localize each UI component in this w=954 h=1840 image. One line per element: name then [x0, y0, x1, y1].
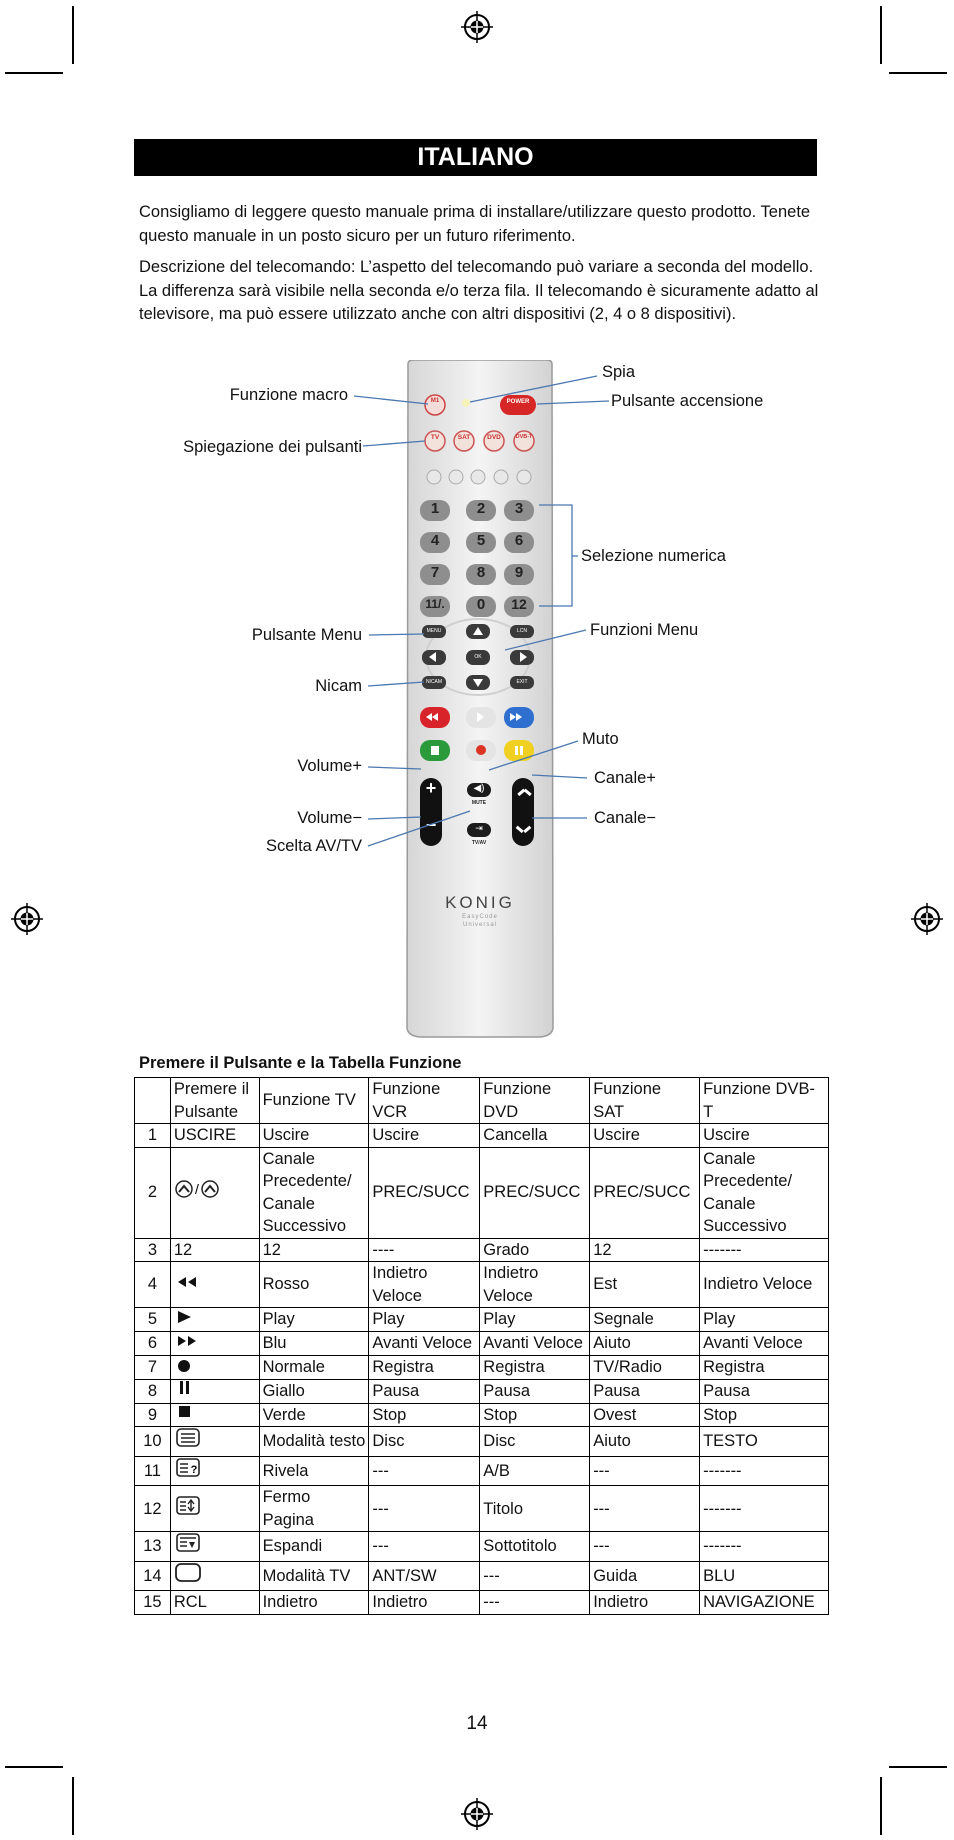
- callout-pulsante-menu: Pulsante Menu: [251, 626, 362, 644]
- sat-function-cell: Indietro: [590, 1591, 700, 1615]
- table-row: [135, 1403, 829, 1427]
- vcr-function-cell: ---: [369, 1532, 480, 1562]
- vcr-function-cell: Avanti Veloce: [369, 1331, 480, 1355]
- dvbt-function-cell: Play: [700, 1308, 829, 1332]
- button-cell: [170, 1147, 259, 1238]
- table-row: [135, 1147, 829, 1238]
- tv-function-cell: Canale Precedente/ Canale Successivo: [259, 1147, 369, 1238]
- button-cell: 12: [170, 1238, 259, 1262]
- dvbt-function-cell: Canale Precedente/ Canale Successivo: [700, 1147, 829, 1238]
- dvbt-function-cell: Indietro Veloce: [700, 1262, 829, 1308]
- tv-function-cell: Rosso: [259, 1262, 369, 1308]
- power-button-label: POWER: [506, 399, 530, 405]
- table-row: [135, 1427, 829, 1457]
- table-row: [135, 1456, 829, 1486]
- vcr-function-cell: Uscire: [369, 1124, 480, 1148]
- fast-forward-icon: [174, 1332, 200, 1355]
- row-number-cell: 11: [135, 1456, 171, 1486]
- sat-function-cell: Pausa: [590, 1379, 700, 1403]
- dvd-function-cell: Grado: [480, 1238, 590, 1262]
- dvbt-function-cell: TESTO: [700, 1427, 829, 1457]
- tv-function-cell: Verde: [259, 1403, 369, 1427]
- sat-function-cell: ---: [590, 1486, 700, 1532]
- dvd-function-cell: A/B: [480, 1456, 590, 1486]
- callout-nicam: Nicam: [315, 677, 362, 695]
- row-number-cell: 2: [135, 1147, 171, 1238]
- teletext-reveal-icon: [174, 1457, 202, 1486]
- tv-function-cell: Espandi: [259, 1532, 369, 1562]
- button-cell: [170, 1456, 259, 1486]
- vcr-function-cell: ----: [369, 1238, 480, 1262]
- tv-function-cell: Normale: [259, 1355, 369, 1379]
- dvbt-button-label: DVB-T: [515, 434, 533, 440]
- menu-button-label: MENU: [426, 628, 442, 634]
- button-cell: [170, 1532, 259, 1562]
- svg-text:?: ?: [190, 1463, 198, 1476]
- digit-5-label: 5: [476, 532, 486, 549]
- vcr-function-cell: Stop: [369, 1403, 480, 1427]
- sat-function-cell: Segnale: [590, 1308, 700, 1332]
- button-cell: [170, 1308, 259, 1332]
- table-header-cell: Premere il Pulsante: [170, 1078, 259, 1124]
- row-number-cell: 9: [135, 1403, 171, 1427]
- sat-function-cell: Uscire: [590, 1124, 700, 1148]
- intro-paragraph: Consigliamo di leggere questo manuale prima di installare/utilizzare questo prodotto. Tenete questo manuale in un posto sicuro per un futuro riferimento.: [139, 203, 811, 245]
- button-cell: [170, 1379, 259, 1403]
- page-number: 14: [466, 1713, 488, 1734]
- dvd-function-cell: Avanti Veloce: [480, 1331, 590, 1355]
- button-cell: [170, 1331, 259, 1355]
- callout-volume-minus: Volume−: [297, 809, 362, 827]
- vcr-function-cell: Disc: [369, 1427, 480, 1457]
- brand-subtitle: EasyCode: [462, 914, 498, 920]
- teletext-expand-icon: [174, 1532, 202, 1561]
- digit-1-label: 1: [430, 500, 440, 517]
- sat-function-cell: ---: [590, 1456, 700, 1486]
- crop-mark: [5, 1766, 63, 1768]
- table-row: [135, 1124, 829, 1148]
- volume-minus-label: −: [425, 815, 437, 835]
- row-number-cell: 3: [135, 1238, 171, 1262]
- tv-function-cell: Uscire: [259, 1124, 369, 1148]
- tv-function-cell: Fermo Pagina: [259, 1486, 369, 1532]
- button-cell: RCL: [170, 1591, 259, 1615]
- m1-button-label: M1: [430, 398, 440, 404]
- row-number-cell: 14: [135, 1561, 171, 1591]
- tvav-icon: ⇥: [475, 823, 483, 833]
- button-cell: [170, 1262, 259, 1308]
- dvd-function-cell: Cancella: [480, 1124, 590, 1148]
- vcr-function-cell: ---: [369, 1456, 480, 1486]
- tv-function-cell: Modalità testo: [259, 1427, 369, 1457]
- row-number-cell: 7: [135, 1355, 171, 1379]
- row-number-cell: 4: [135, 1262, 171, 1308]
- tv-function-cell: Rivela: [259, 1456, 369, 1486]
- dvbt-function-cell: Uscire: [700, 1124, 829, 1148]
- table-body: [135, 1124, 829, 1615]
- sat-function-cell: TV/Radio: [590, 1355, 700, 1379]
- table-row: [135, 1591, 829, 1615]
- dvd-function-cell: Pausa: [480, 1379, 590, 1403]
- page-title: ITALIANO: [134, 139, 817, 176]
- tvav-button-label: TV/AV: [471, 840, 487, 846]
- table-header-cell: Funzione SAT: [590, 1078, 700, 1124]
- vcr-function-cell: Pausa: [369, 1379, 480, 1403]
- table-row: [135, 1308, 829, 1332]
- dvd-function-cell: Stop: [480, 1403, 590, 1427]
- table-row: [135, 1262, 829, 1308]
- callout-funzione-macro: Funzione macro: [229, 386, 348, 404]
- digit-3-label: 3: [514, 500, 524, 517]
- row-number-cell: 12: [135, 1486, 171, 1532]
- button-cell: [170, 1427, 259, 1457]
- digit-12-label: 12: [511, 596, 527, 612]
- dvd-button-label: DVD: [487, 434, 501, 441]
- table-header-cell: [135, 1078, 171, 1124]
- digit-8-label: 8: [476, 564, 486, 581]
- vcr-function-cell: Play: [369, 1308, 480, 1332]
- button-cell: [170, 1355, 259, 1379]
- callout-muto: Muto: [582, 730, 619, 748]
- callout-pulsante-accensione: Pulsante accensione: [611, 392, 764, 410]
- digit-2-label: 2: [476, 500, 486, 517]
- table-row: [135, 1331, 829, 1355]
- tv-function-cell: 12: [259, 1238, 369, 1262]
- vcr-function-cell: PREC/SUCC: [369, 1147, 480, 1238]
- digit-4-label: 4: [430, 532, 440, 549]
- sat-function-cell: 12: [590, 1238, 700, 1262]
- callout-canale-minus: Canale−: [594, 809, 656, 827]
- callout-canale-plus: Canale+: [594, 769, 656, 787]
- vcr-function-cell: Indietro Veloce: [369, 1262, 480, 1308]
- tv-function-cell: Blu: [259, 1331, 369, 1355]
- button-cell: [170, 1486, 259, 1532]
- digit-6-label: 6: [514, 532, 524, 549]
- tv-button-label: TV: [430, 434, 440, 441]
- exit-button-label: EXIT: [516, 679, 528, 685]
- row-number-cell: 15: [135, 1591, 171, 1615]
- dvd-function-cell: Sottotitolo: [480, 1532, 590, 1562]
- dvd-function-cell: Registra: [480, 1355, 590, 1379]
- record-icon: [174, 1356, 194, 1379]
- dvbt-function-cell: BLU: [700, 1561, 829, 1591]
- sat-function-cell: Guida: [590, 1561, 700, 1591]
- ok-button-label: OK: [474, 654, 482, 660]
- tv-function-cell: Giallo: [259, 1379, 369, 1403]
- vcr-function-cell: Registra: [369, 1355, 480, 1379]
- dvd-function-cell: ---: [480, 1591, 590, 1615]
- teletext-hold-icon: [174, 1495, 202, 1524]
- table-row: [135, 1486, 829, 1532]
- dvd-function-cell: ---: [480, 1561, 590, 1591]
- crop-mark: [72, 1777, 74, 1835]
- row-number-cell: 5: [135, 1308, 171, 1332]
- dvd-function-cell: Disc: [480, 1427, 590, 1457]
- dvbt-function-cell: Pausa: [700, 1379, 829, 1403]
- sat-function-cell: Ovest: [590, 1403, 700, 1427]
- brand-subtitle: Universal: [462, 922, 497, 928]
- dvd-function-cell: Indietro Veloce: [480, 1262, 590, 1308]
- dvbt-function-cell: Registra: [700, 1355, 829, 1379]
- dvd-function-cell: PREC/SUCC: [480, 1147, 590, 1238]
- table-row: [135, 1238, 829, 1262]
- callout-spia: Spia: [602, 363, 636, 381]
- table-header-cell: Funzione DVB-T: [700, 1078, 829, 1124]
- callout-selezione-numerica: Selezione numerica: [581, 547, 726, 565]
- dvd-function-cell: Play: [480, 1308, 590, 1332]
- button-cell: [170, 1403, 259, 1427]
- button-cell: USCIRE: [170, 1124, 259, 1148]
- table-header-cell: Funzione DVD: [480, 1078, 590, 1124]
- sat-function-cell: Aiuto: [590, 1427, 700, 1457]
- vcr-function-cell: ---: [369, 1486, 480, 1532]
- lcn-button-label: LCN: [516, 628, 527, 634]
- digit-0-label: 0: [476, 596, 486, 613]
- tv-function-cell: Indietro: [259, 1591, 369, 1615]
- table-header-cell: Funzione VCR: [369, 1078, 480, 1124]
- row-number-cell: 1: [135, 1124, 171, 1148]
- dvd-function-cell: Titolo: [480, 1486, 590, 1532]
- sat-function-cell: Aiuto: [590, 1331, 700, 1355]
- sat-function-cell: Est: [590, 1262, 700, 1308]
- stop-icon: [174, 1404, 194, 1427]
- table-caption: Premere il Pulsante e la Tabella Funzione: [139, 1054, 462, 1072]
- row-number-cell: 10: [135, 1427, 171, 1457]
- vcr-function-cell: Indietro: [369, 1591, 480, 1615]
- sat-button-label: SAT: [457, 434, 471, 441]
- dvbt-function-cell: -------: [700, 1456, 829, 1486]
- channel-up-down-icon: [174, 1179, 220, 1206]
- nicam-button-label: NICAM: [425, 679, 443, 685]
- callout-volume-plus: Volume+: [297, 757, 362, 775]
- sat-function-cell: PREC/SUCC: [590, 1147, 700, 1238]
- registration-mark-icon: [460, 1797, 494, 1831]
- tv-function-cell: Modalità TV: [259, 1561, 369, 1591]
- callout-spiegazione-pulsanti: Spiegazione dei pulsanti: [183, 438, 362, 456]
- mute-icon: ◀): [473, 783, 485, 794]
- dvbt-function-cell: -------: [700, 1486, 829, 1532]
- function-table: [134, 1077, 829, 1615]
- mute-button-label: MUTE: [471, 800, 487, 806]
- remote-description-paragraph: Descrizione del telecomando: L’aspetto del telecomando può variare a seconda del modello. La differenza sarà visibile nella seconda e/o terza fila. Il telecomando è sicuramente adatto al televisore, ma può essere utilizzato anche con altri dispositivi (2, 4 o 8 dispositivi).: [139, 258, 819, 323]
- vcr-function-cell: ANT/SW: [369, 1561, 480, 1591]
- dvbt-function-cell: NAVIGAZIONE: [700, 1591, 829, 1615]
- table-header-cell: Funzione TV: [259, 1078, 369, 1124]
- tv-function-cell: Play: [259, 1308, 369, 1332]
- dvbt-function-cell: -------: [700, 1532, 829, 1562]
- pause-icon: [174, 1380, 194, 1403]
- table-row: [135, 1561, 829, 1591]
- callout-scelta-av-tv: Scelta AV/TV: [266, 837, 362, 855]
- rewind-icon: [174, 1273, 200, 1296]
- dvbt-function-cell: Avanti Veloce: [700, 1331, 829, 1355]
- table-header-row: [135, 1078, 829, 1124]
- tv-mode-icon: [174, 1562, 202, 1591]
- table-row: [135, 1532, 829, 1562]
- row-number-cell: 13: [135, 1532, 171, 1562]
- teletext-icon: [174, 1427, 202, 1456]
- crop-mark: [889, 1766, 947, 1768]
- sat-function-cell: ---: [590, 1532, 700, 1562]
- svg-text:/: /: [194, 1181, 199, 1198]
- digit-7-label: 7: [430, 564, 440, 581]
- play-icon: [174, 1308, 194, 1331]
- table-row: [135, 1379, 829, 1403]
- row-number-cell: 8: [135, 1379, 171, 1403]
- dvbt-function-cell: Stop: [700, 1403, 829, 1427]
- volume-plus-label: +: [425, 778, 437, 798]
- button-cell: [170, 1561, 259, 1591]
- digit-11-label: 11/.: [425, 597, 445, 611]
- row-number-cell: 6: [135, 1331, 171, 1355]
- crop-mark: [880, 1777, 882, 1835]
- table-row: [135, 1355, 829, 1379]
- brand-logo: KONIG: [445, 893, 515, 912]
- digit-9-label: 9: [514, 564, 524, 581]
- callout-funzioni-menu: Funzioni Menu: [590, 621, 699, 639]
- dvbt-function-cell: -------: [700, 1238, 829, 1262]
